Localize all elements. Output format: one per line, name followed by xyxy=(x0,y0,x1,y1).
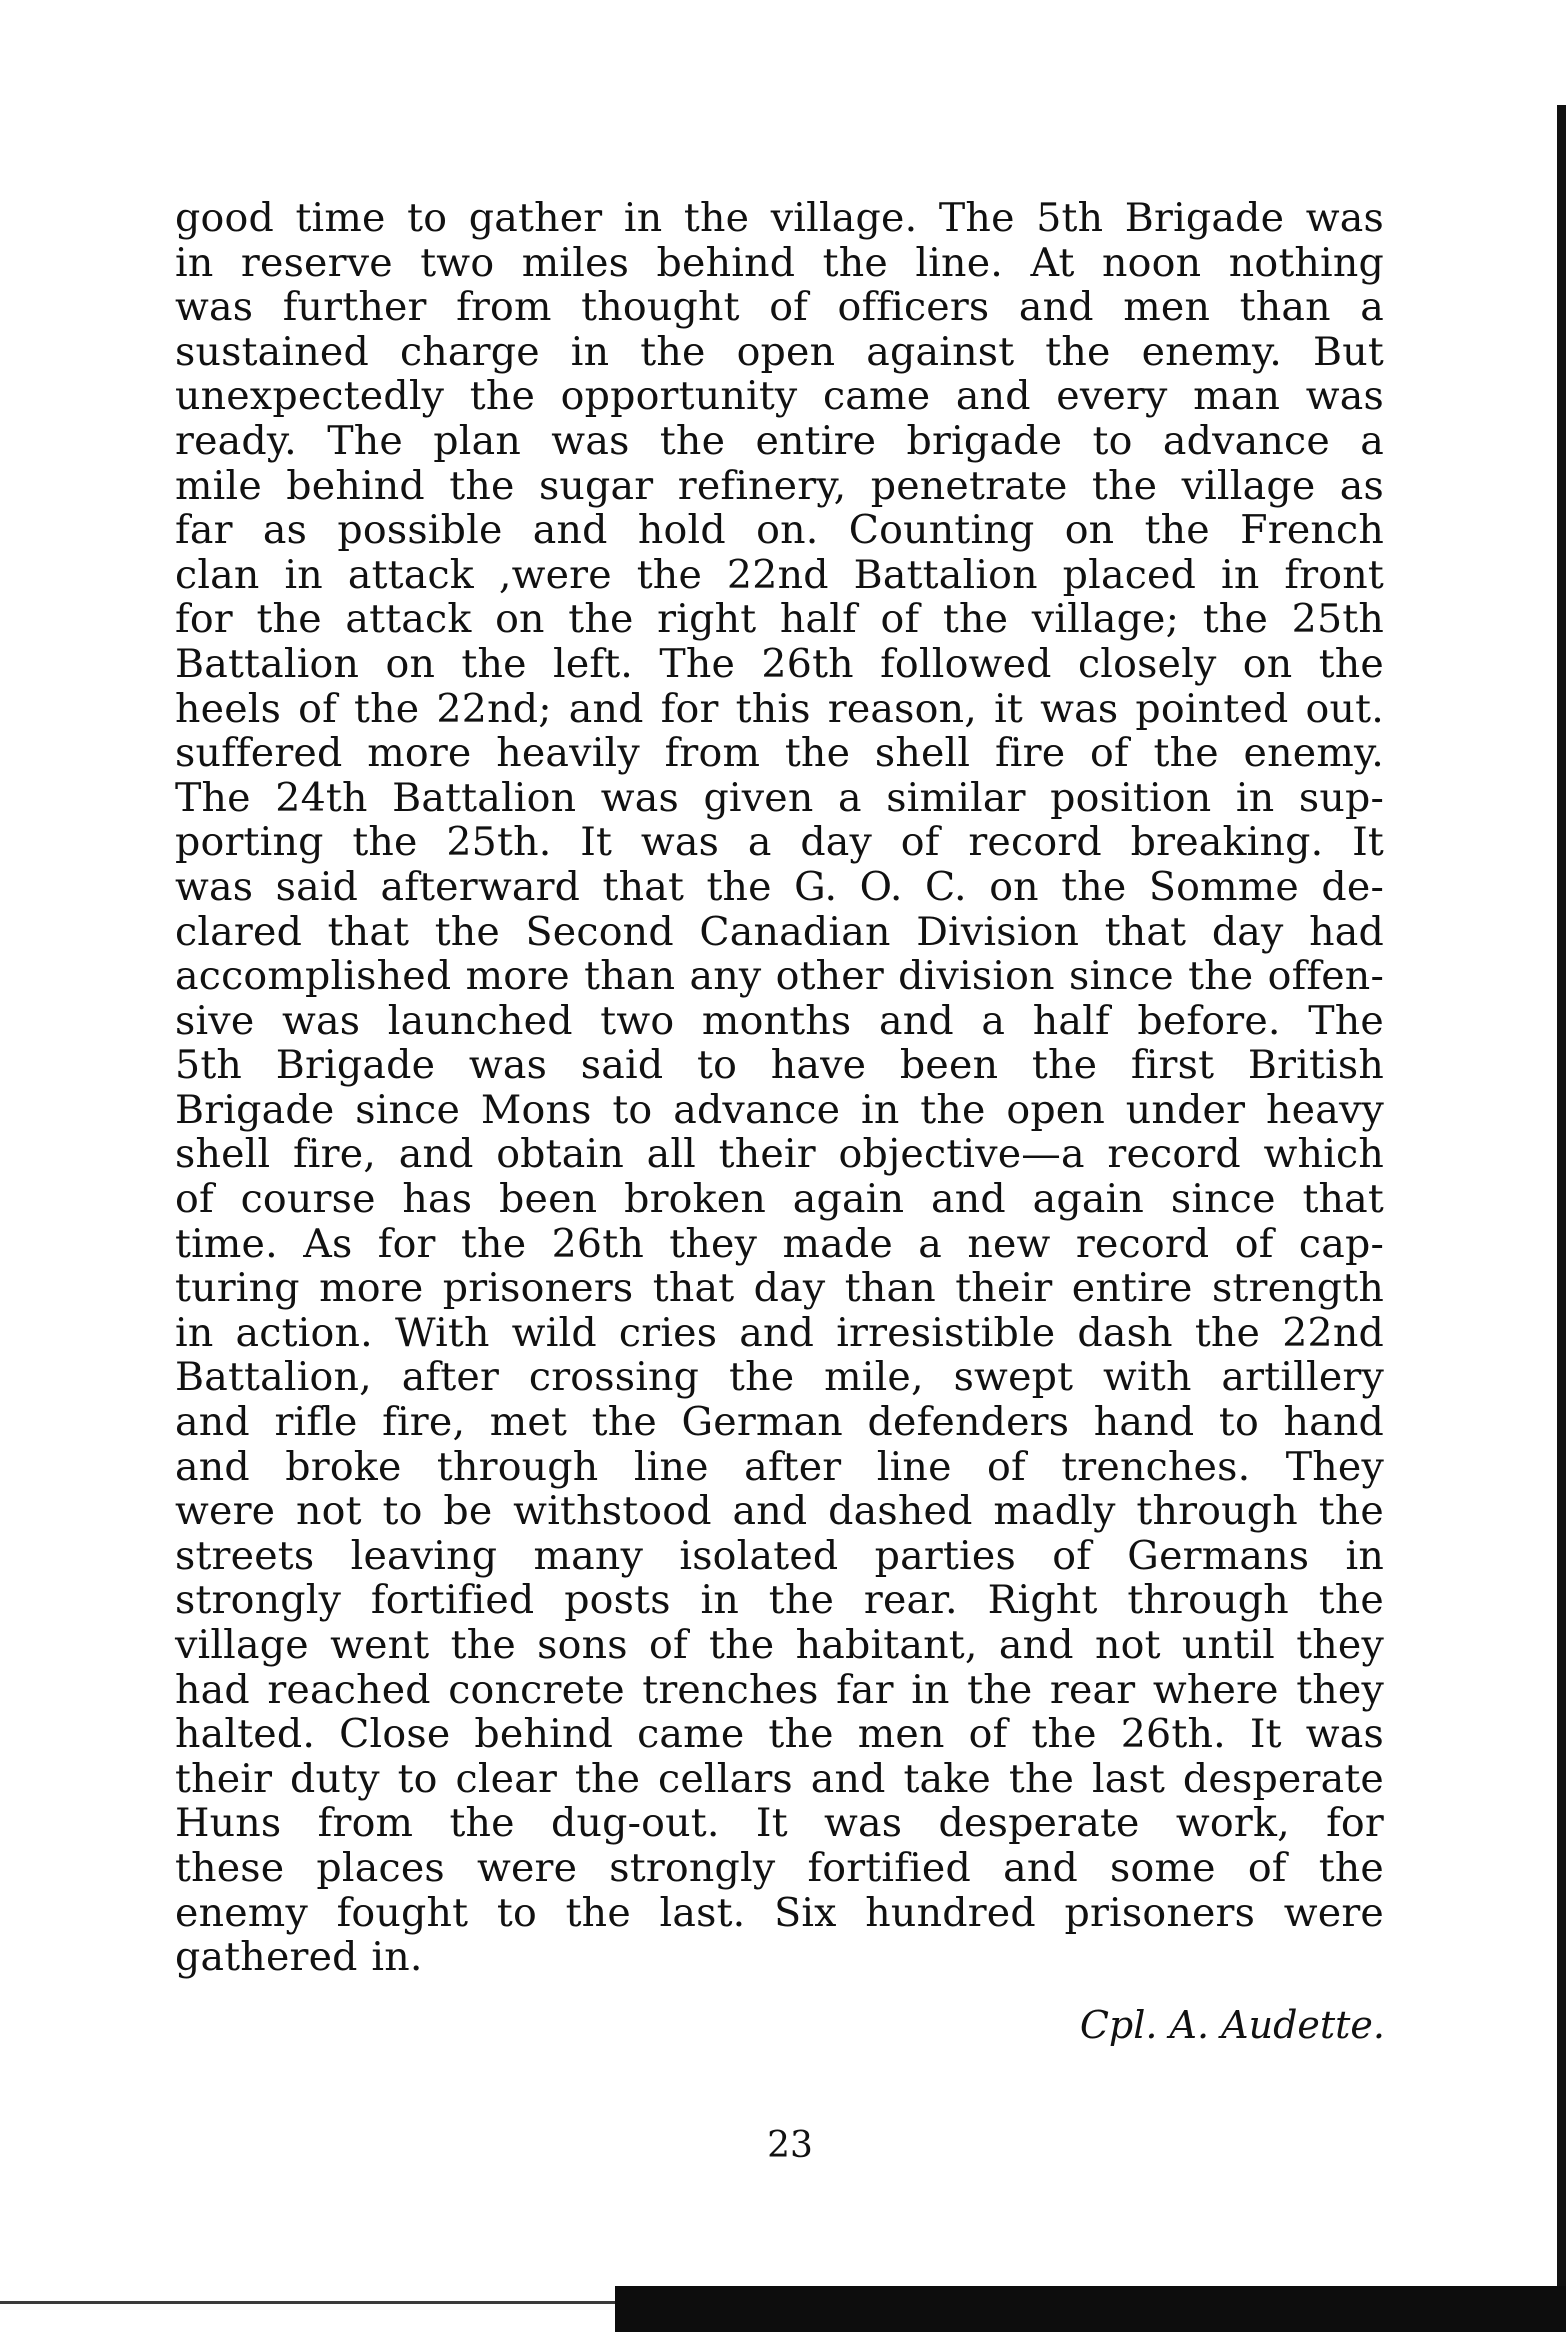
text-line: streets leaving many isolated parties of Germans in xyxy=(175,1532,1384,1579)
text-line: porting the 25th. It was a day of record breaking. It xyxy=(175,819,1384,866)
text-line: village went the sons of the habitant, and not until they xyxy=(175,1622,1384,1668)
text-line: heels of the 22nd; and for this reason, it was pointed out. xyxy=(175,685,1384,732)
text-line: suffered more heavily from the shell fire of the enemy. xyxy=(175,730,1384,777)
scan-bottom-line xyxy=(0,2301,620,2304)
text-line: for the attack on the right half of the village; the 25th xyxy=(175,596,1384,643)
body-text xyxy=(175,196,1384,1980)
text-line: clared that the Second Canadian Division that day had xyxy=(175,908,1384,955)
text-line: mile behind the sugar refinery, penetrate the village as xyxy=(175,462,1384,509)
text-line: The 24th Battalion was given a similar position in sup- xyxy=(175,774,1384,821)
text-line: were not to be withstood and dashed madly through the xyxy=(175,1488,1384,1535)
text-line: shell fire, and obtain all their objective—a record which xyxy=(175,1131,1384,1178)
text-line: their duty to clear the cellars and take the last desperate xyxy=(175,1755,1384,1802)
text-line: had reached concrete trenches far in the rear where they xyxy=(175,1666,1384,1713)
text-line: gathered in. xyxy=(175,1934,423,1981)
author-signature: Cpl. A. Audette. xyxy=(1079,2003,1385,2047)
text-line: Huns from the dug-out. It was desperate work, for xyxy=(175,1800,1384,1847)
text-line: good time to gather in the village. The 5th Brigade was xyxy=(175,195,1384,241)
text-line: was said afterward that the G. O. C. on the Somme de- xyxy=(175,863,1384,910)
text-line: 5th Brigade was said to have been the first British xyxy=(175,1042,1384,1089)
text-line: sive was launched two months and a half before. The xyxy=(175,997,1384,1044)
text-line: halted. Close behind came the men of the 26th. It was xyxy=(175,1711,1384,1758)
text-line: ready. The plan was the entire brigade to advance a xyxy=(175,417,1384,464)
text-line: strongly fortified posts in the rear. Right through the xyxy=(175,1577,1384,1624)
text-line: and broke through line after line of trenches. They xyxy=(175,1443,1384,1490)
text-line: accomplished more than any other division since the offen- xyxy=(175,953,1384,1000)
text-line: sustained charge in the open against the enemy. But xyxy=(175,328,1384,375)
scan-bottom-edge xyxy=(615,2286,1566,2332)
text-line: in action. With wild cries and irresistible dash the 22nd xyxy=(175,1309,1384,1356)
text-line: far as possible and hold on. Counting on the French xyxy=(175,507,1384,554)
text-line: enemy fought to the last. Six hundred prisoners were xyxy=(175,1889,1384,1936)
page-number: 23 xyxy=(767,2125,813,2166)
text-line: and rifle fire, met the German defenders hand to hand xyxy=(175,1399,1384,1446)
text-line: unexpectedly the opportunity came and every man was xyxy=(175,373,1384,420)
scan-right-edge xyxy=(1557,105,1566,2332)
text-line: clan in attack ,were the 22nd Battalion placed in front xyxy=(175,551,1384,598)
text-line: of course has been broken again and again since that xyxy=(175,1176,1384,1223)
text-line: time. As for the 26th they made a new record of cap- xyxy=(175,1220,1384,1267)
text-line: was further from thought of officers and men than a xyxy=(175,284,1384,331)
text-line: Brigade since Mons to advance in the open under heavy xyxy=(175,1086,1384,1133)
text-line: Battalion on the left. The 26th followed closely on the xyxy=(175,640,1384,687)
text-line: in reserve two miles behind the line. At noon nothing xyxy=(175,239,1384,286)
text-line: Battalion, after crossing the mile, swept with artillery xyxy=(175,1354,1384,1401)
text-line: turing more prisoners that day than their entire strength xyxy=(175,1265,1384,1312)
text-line: these places were strongly fortified and some of the xyxy=(175,1844,1384,1891)
